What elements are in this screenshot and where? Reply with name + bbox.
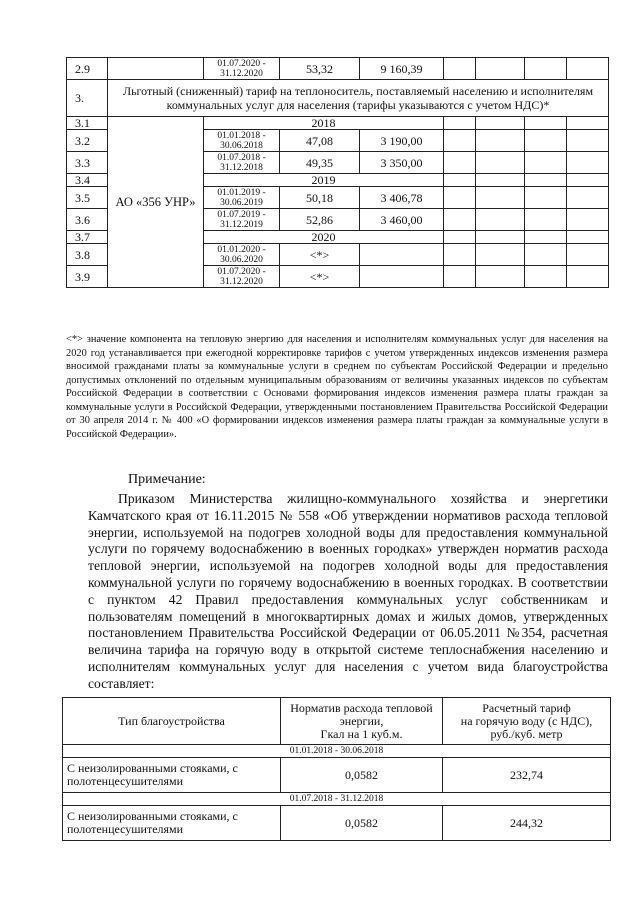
- tariff-table: [66, 57, 609, 288]
- period-cell: 01.01.2019 - 30.06.2019: [204, 187, 280, 209]
- table-row: [67, 117, 609, 130]
- improvement-type: С неизолированными стояками, с полотенцесушителями: [63, 806, 281, 841]
- row-number: 3.7: [67, 231, 108, 244]
- table-row: [63, 758, 611, 793]
- amount-cell: 3 406,78: [360, 187, 444, 209]
- row-number: 3.9: [67, 266, 108, 288]
- value-cell: 47,08: [280, 130, 360, 152]
- table-row: [67, 80, 609, 117]
- period-row: [63, 793, 611, 806]
- row-number: 3.4: [67, 174, 108, 187]
- row-number: 3.6: [67, 209, 108, 231]
- table-row: [63, 806, 611, 841]
- footnote: [66, 333, 608, 441]
- amount-cell: 3 190,00: [360, 130, 444, 152]
- period-cell: 01.07.2020 - 31.12.2020: [204, 266, 280, 288]
- value-cell: 53,32: [280, 58, 360, 80]
- period-label: 01.01.2018 - 30.06.2018: [63, 745, 611, 758]
- amount-cell: 9 160,39: [360, 58, 444, 80]
- period-row: [63, 745, 611, 758]
- amount-cell: [360, 266, 444, 288]
- value-cell: <*>: [280, 244, 360, 266]
- row-number: 3.3: [67, 152, 108, 174]
- amount-cell: 3 460,00: [360, 209, 444, 231]
- footnote-text: <*> значение компонента на тепловую энергию для населения и исполнителям коммунальных услуг для населения на 2020 год устанавливается при ежегодной корректировке тарифов с учетом утвержденных индексов изменения размера вносимой гражданами платы за коммунальные услуги в среднем по субъектам Российской Федерации и предельно допустимых отклонений по отдельным муниципальным образованиям от величины указанных индексов по субъектам Российской Федерации в соответствии с Основами формирования индексов изменения размера платы граждан за коммунальные услуги в Российской Федерации, утвержденными постановлением Правительства Российской Федерации от 30 апреля 2014 г. № 400 «О формировании индексов изменения размера платы граждан за коммунальные услуги в Российской Федерации».: [66, 334, 608, 440]
- norm-value: 0,0582: [281, 758, 443, 793]
- value-cell: <*>: [280, 266, 360, 288]
- period-cell: 01.07.2020 - 31.12.2020: [204, 58, 280, 80]
- period-cell: 01.07.2019 - 31.12.2019: [204, 209, 280, 231]
- row-number: 3.2: [67, 130, 108, 152]
- improvement-type: С неизолированными стояками, с полотенцесушителями: [63, 758, 281, 793]
- hot-water-tariff-table: [62, 697, 611, 841]
- value-cell: 50,18: [280, 187, 360, 209]
- value-cell: 49,35: [280, 152, 360, 174]
- section-heading: Льготный (сниженный) тариф на теплоноситель, поставляемый населению и исполнителям коммунальных услуг для населения (тарифы указываются с учетом НДС)*: [108, 80, 609, 117]
- row-number: 3.1: [67, 117, 108, 130]
- row-number: 2.9: [67, 58, 108, 80]
- row-number: 3.8: [67, 244, 108, 266]
- norm-value: 0,0582: [281, 806, 443, 841]
- table-row: [67, 58, 609, 80]
- column-header-type: Тип благоустройства: [63, 698, 281, 745]
- note-title: Примечание:: [128, 472, 206, 487]
- note-body: Приказом Министерства жилищно-коммунального хозяйства и энергетики Камчатского края от 16.11.2015 № 558 «Об утверждении нормативов расхода тепловой энергии, используемой на подогрев холодной воды для предоставления коммунальной услуги по горячему водоснабжению в военных городках» утвержден норматив расхода тепловой энергии, используемой на подогрев холодной воды для предоставления коммунальной услуги по горячему водоснабжению в военных городках. В соответствии с пунктом 42 Правил предоставления коммунальных услуг собственникам и пользователям помещений в многоквартирных домах и жилых домов, утвержденных постановлением Правительства Российской Федерации от 06.05.2011 №354, расчетная величина тарифа на горячую воду в открытой системе теплоснабжения населению и исполнителям коммунальных услуг для населения с учетом вида благоустройства составляет:: [88, 491, 608, 691]
- table-header-row: [63, 698, 611, 745]
- period-cell: 01.01.2020 - 30.06.2020: [204, 244, 280, 266]
- tariff-value: 232,74: [443, 758, 611, 793]
- year-label: 2019: [204, 174, 444, 187]
- row-number: 3.5: [67, 187, 108, 209]
- amount-cell: 3 350,00: [360, 152, 444, 174]
- tariff-value: 244,32: [443, 806, 611, 841]
- period-cell: 01.07.2018 - 31.12.2018: [204, 152, 280, 174]
- period-label: 01.07.2018 - 31.12.2018: [63, 793, 611, 806]
- row-number: 3.: [67, 80, 108, 117]
- amount-cell: [360, 244, 444, 266]
- column-header-tariff: Расчетный тариф на горячую воду (с НДС), руб./куб. метр: [443, 698, 611, 745]
- year-label: 2018: [204, 117, 444, 130]
- value-cell: 52,86: [280, 209, 360, 231]
- period-cell: 01.01.2018 - 30.06.2018: [204, 130, 280, 152]
- column-header-norm: Норматив расхода тепловой энергии, Гкал на 1 куб.м.: [281, 698, 443, 745]
- year-label: 2020: [204, 231, 444, 244]
- organization-name: АО «356 УНР»: [108, 117, 204, 288]
